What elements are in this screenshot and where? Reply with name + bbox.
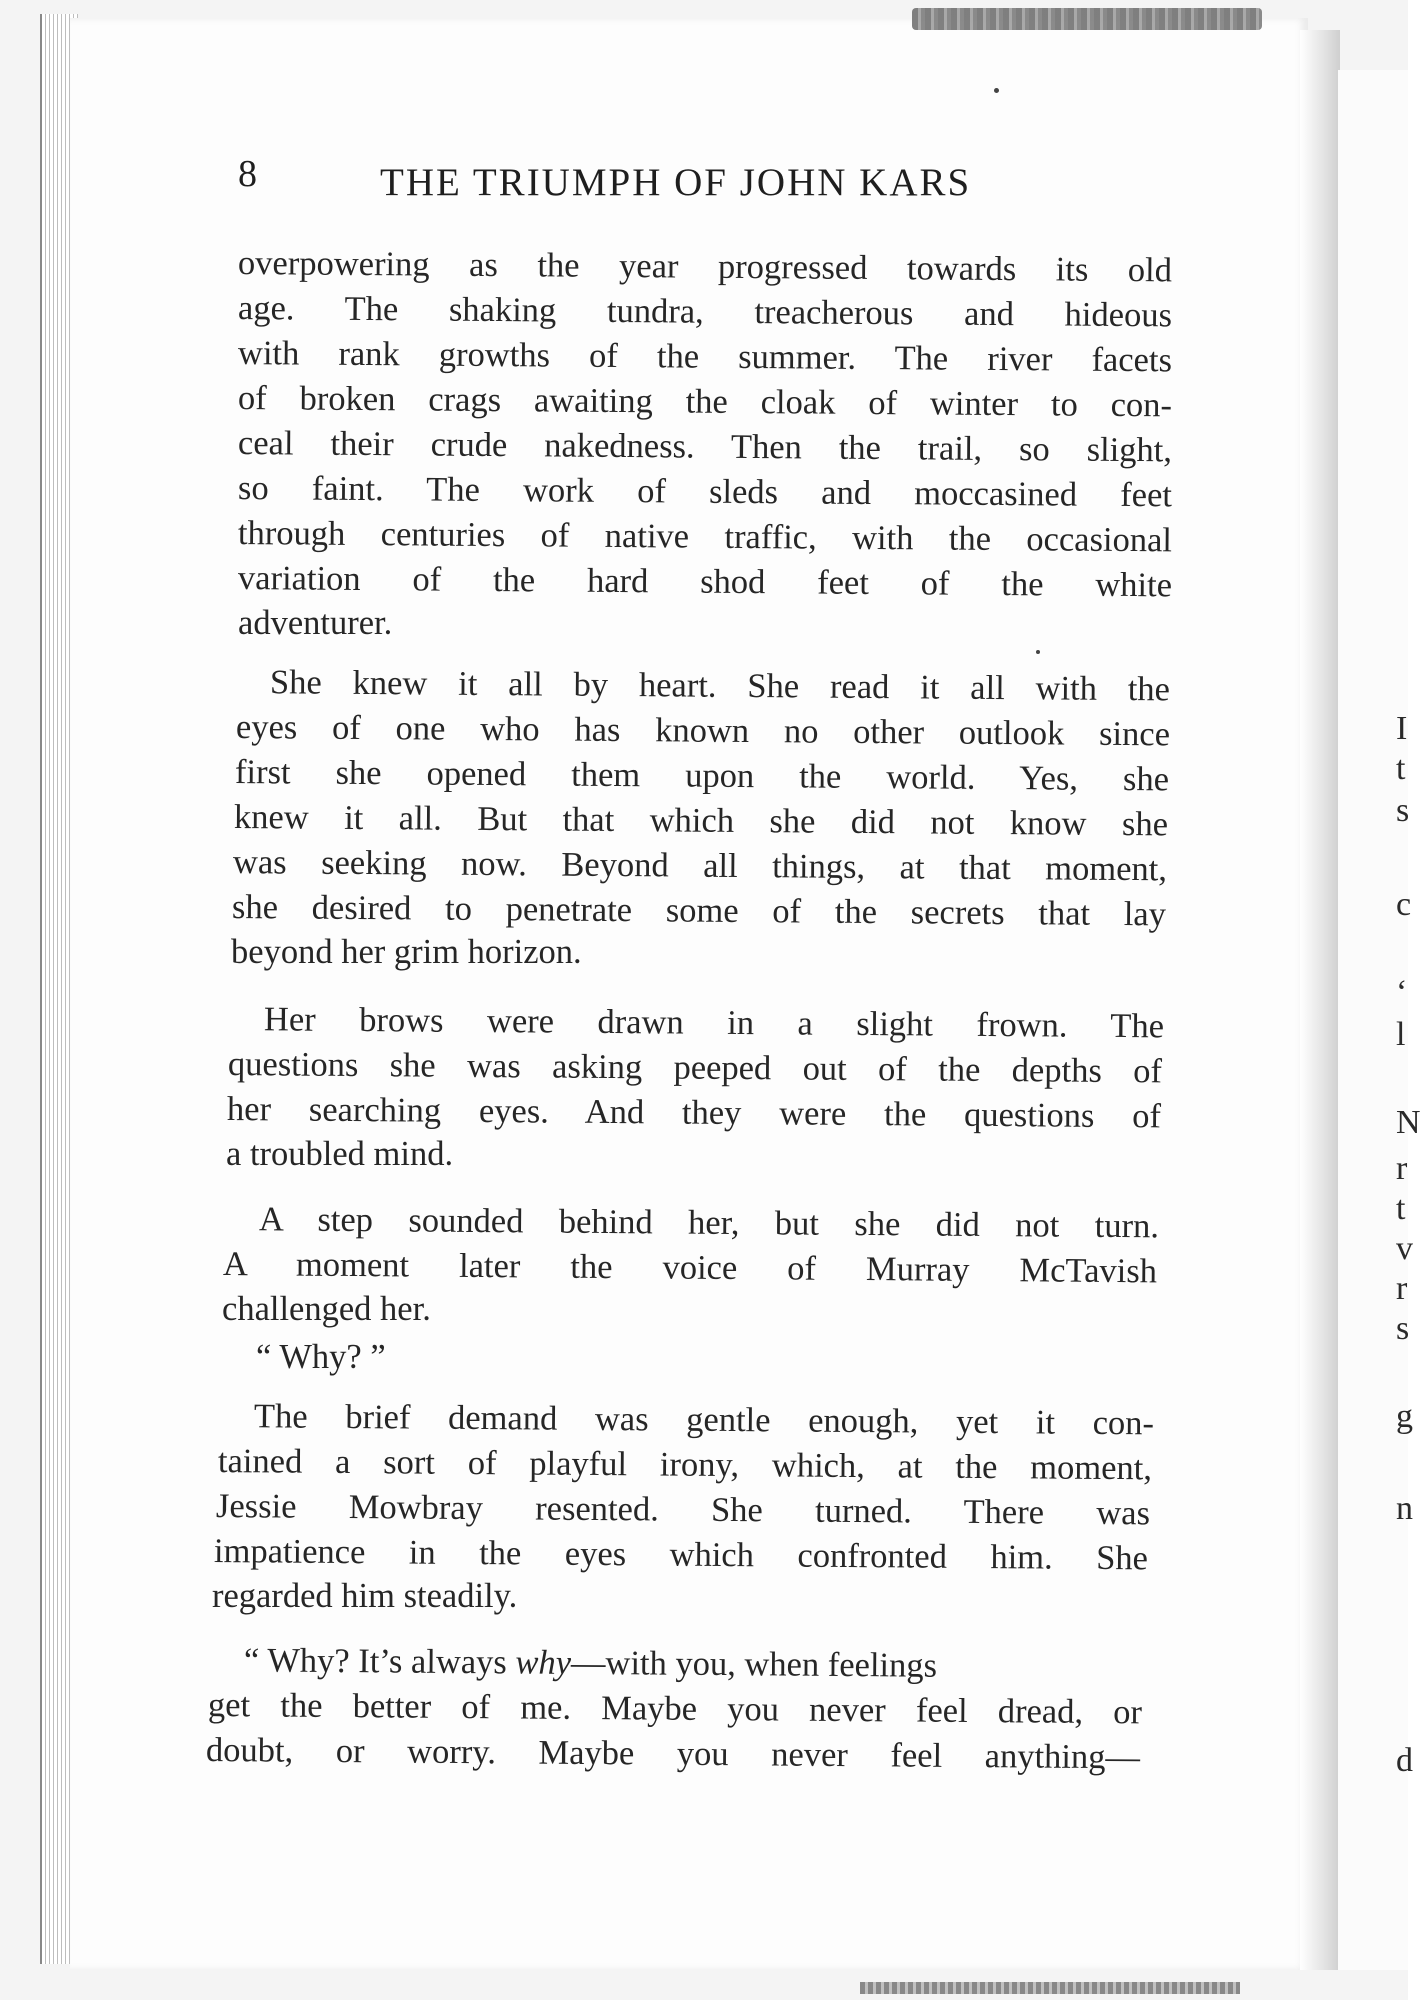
text-line: adventurer. <box>238 604 393 642</box>
page-number: 8 <box>238 153 258 195</box>
facing-letter: d <box>1396 1742 1413 1779</box>
text-line: A step sounded behind her, but she did not turn. <box>258 1200 1160 1246</box>
ink-speck <box>994 88 999 93</box>
emphasized-word: why <box>515 1643 572 1682</box>
binding-stamp-top <box>912 8 1262 30</box>
dialogue-continued: —with you, when feelings <box>570 1643 938 1685</box>
facing-letter: ‘ <box>1396 974 1408 1011</box>
text-line: was seeking now. Beyond all things, at that moment, <box>232 843 1168 889</box>
book-gutter <box>1300 30 1340 1970</box>
text-line: questions she was asking peeped out of the depths of <box>227 1045 1163 1091</box>
text-line: challenged her. <box>222 1290 431 1328</box>
text-line: first she opened them upon the world. Yes, she <box>234 753 1170 799</box>
ink-speck <box>1036 650 1040 654</box>
text-line: She knew it all by heart. She read it all with the <box>269 663 1171 709</box>
facing-letter: t <box>1396 750 1406 787</box>
text-line: “ Why? ” <box>256 1338 386 1376</box>
facing-letter: g <box>1396 1398 1413 1435</box>
text-line: beyond her grim horizon. <box>231 933 582 971</box>
text-line: she desired to penetrate some of the secrets that lay <box>231 888 1167 934</box>
facing-letter: r <box>1396 1270 1408 1307</box>
text-line: impatience in the eyes which confronted him. She <box>213 1532 1149 1578</box>
running-head-title: THE TRIUMPH OF JOHN KARS <box>380 161 972 204</box>
facing-letter: s <box>1396 1310 1410 1347</box>
text-line: of broken crags awaiting the cloak of winter to con- <box>237 379 1173 425</box>
text-line: a troubled mind. <box>226 1135 454 1173</box>
facing-letter: c <box>1396 886 1412 923</box>
text-line: A moment later the voice of Murray McTavish <box>222 1245 1158 1291</box>
text-line: variation of the hard shod feet of the white <box>237 559 1173 605</box>
text-line: doubt, or worry. Maybe you never feel anything— <box>205 1731 1141 1777</box>
facing-letter: n <box>1396 1490 1413 1527</box>
text-line: get the better of me. Maybe you never feel dread, or <box>207 1686 1143 1732</box>
text-line: so faint. The work of sleds and moccasined feet <box>237 469 1173 515</box>
facing-page <box>1338 70 1421 1970</box>
text-line: eyes of one who has known no other outlook since <box>235 708 1171 754</box>
text-line: ceal their crude nakedness. Then the trail, so slight, <box>237 424 1173 470</box>
text-line: Her brows were drawn in a slight frown. The <box>263 1000 1165 1046</box>
binding-stamp-bottom <box>860 1982 1240 1994</box>
text-line: age. The shaking tundra, treacherous and hideous <box>237 289 1173 335</box>
text-line: knew it all. But that which she did not know she <box>233 798 1169 844</box>
text-line: regarded him steadily. <box>212 1577 518 1615</box>
text-line: through centuries of native traffic, with the occasional <box>237 514 1173 560</box>
text-line: her searching eyes. And they were the questions of <box>226 1090 1162 1136</box>
facing-letter: I <box>1396 710 1408 747</box>
dialogue-start: “ Why? It’s always <box>243 1641 516 1682</box>
text-line: with rank growths of the summer. The river facets <box>237 334 1173 380</box>
facing-letter: N <box>1396 1104 1421 1141</box>
text-line: The brief demand was gentle enough, yet it con- <box>253 1397 1155 1443</box>
facing-letter: r <box>1396 1150 1408 1187</box>
facing-letter: l <box>1396 1016 1406 1053</box>
text-line <box>210 1639 1144 1688</box>
text-line: tained a sort of playful irony, which, at the moment, <box>217 1442 1153 1488</box>
facing-letter: v <box>1396 1230 1413 1267</box>
text-line: Jessie Mowbray resented. She turned. There was <box>215 1487 1151 1533</box>
facing-letter: s <box>1396 792 1410 829</box>
text-line: overpowering as the year progressed towards its old <box>237 244 1173 290</box>
facing-letter: t <box>1396 1190 1406 1227</box>
